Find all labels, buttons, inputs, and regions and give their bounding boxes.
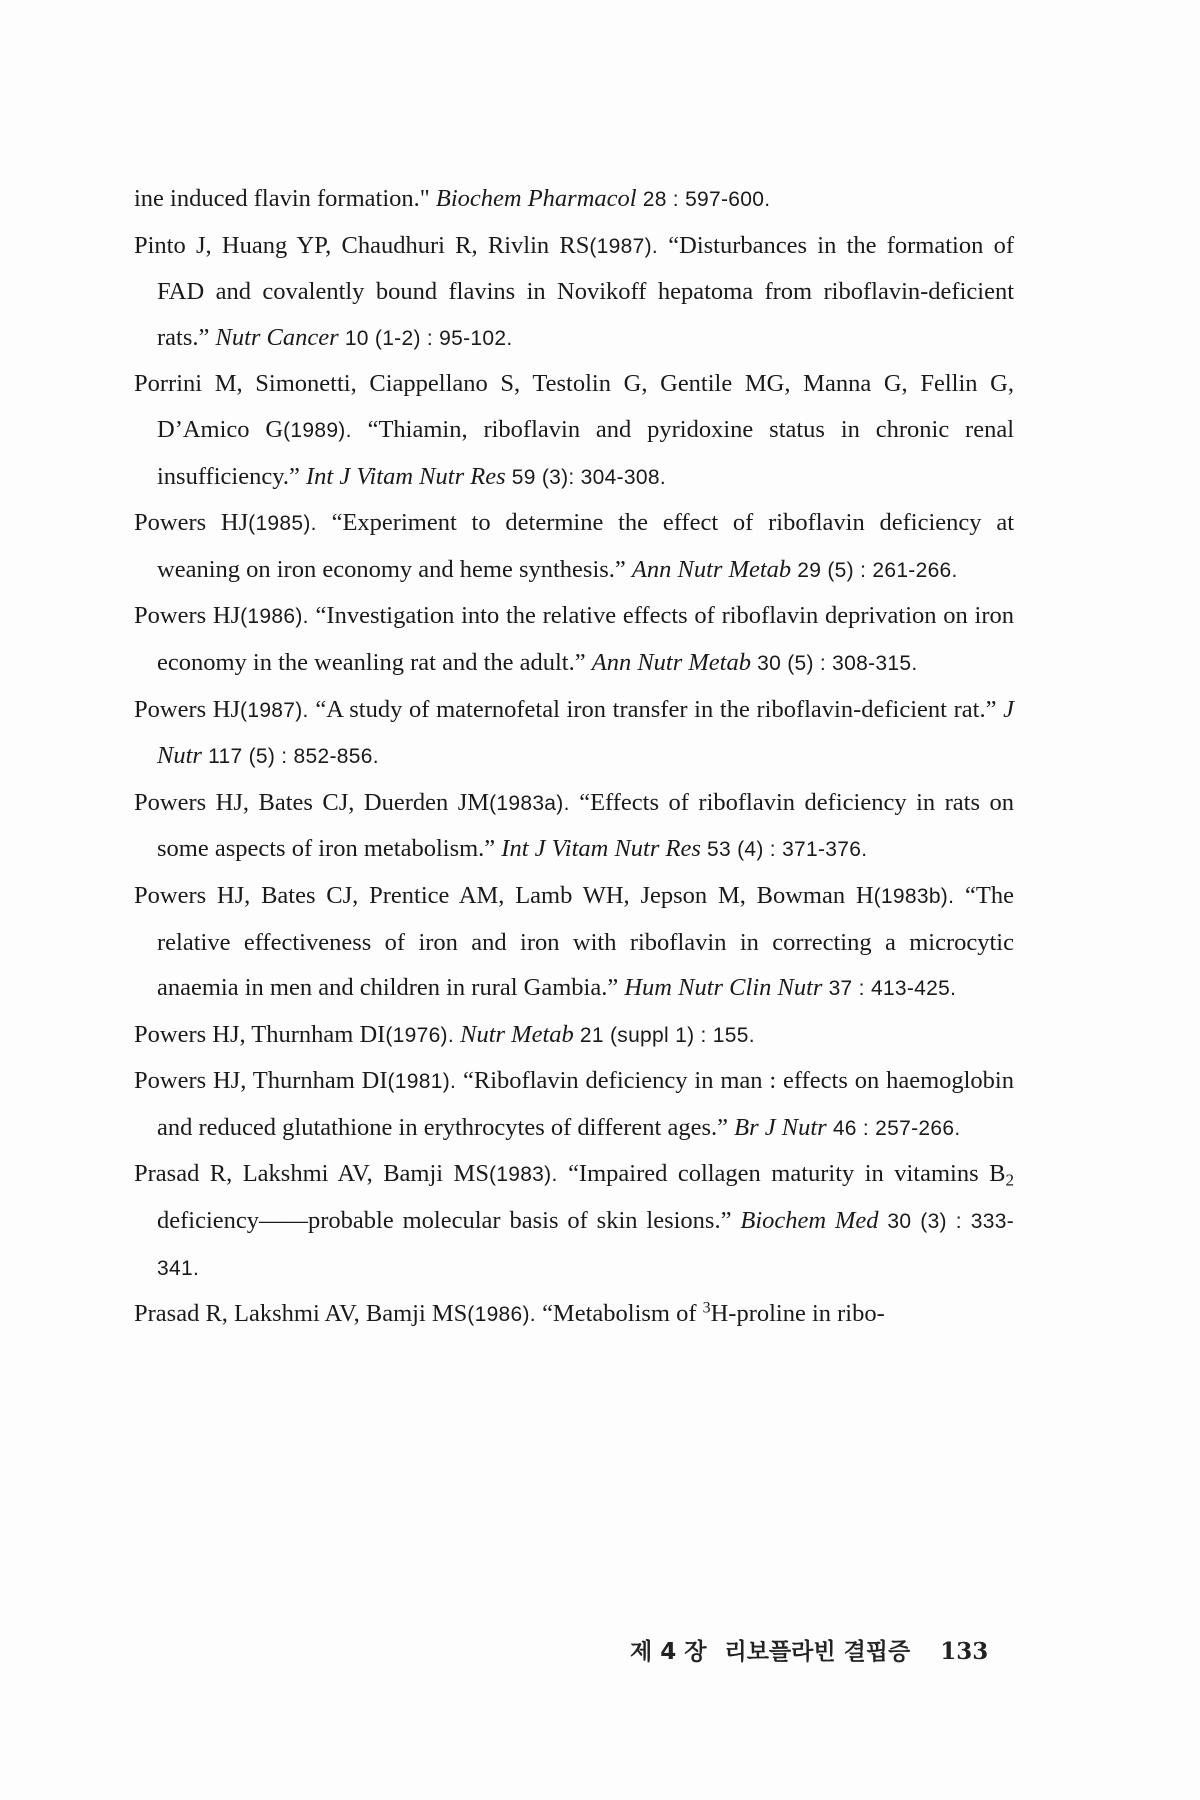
reference-authors: Powers HJ xyxy=(134,509,249,537)
reference-authors: Powers HJ xyxy=(134,602,241,630)
reference-title: “Effects of riboflavin deficiency in rats on some aspects of iron metabolism.” xyxy=(157,788,1014,863)
reference-authors: Powers HJ xyxy=(134,695,241,723)
reference-authors: Powers HJ, Thurnham DI xyxy=(134,1067,388,1095)
reference-title: “A study of maternofetal iron transfer in the riboflavin-deficient rat.” xyxy=(315,695,997,723)
reference-journal: Nutr Cancer xyxy=(215,323,339,351)
reference-volume: 29 (5) : 261-266. xyxy=(797,558,958,582)
reference-volume: 21 (suppl 1) : 155. xyxy=(579,1023,755,1047)
reference-journal: Biochem Med xyxy=(740,1207,879,1235)
reference-volume: 30 (5) : 308-315. xyxy=(757,651,918,675)
title-text: deficiency——probable molecular basis of skin lesions.” xyxy=(157,1207,732,1235)
reference-list xyxy=(134,176,1014,1338)
reference-year: (1987). xyxy=(240,698,309,722)
reference-journal: Nutr Metab xyxy=(460,1020,574,1048)
reference-item xyxy=(134,176,1014,223)
reference-item xyxy=(134,223,1014,362)
reference-authors: Prasad R, Lakshmi AV, Bamji MS xyxy=(134,1300,468,1328)
reference-authors: Powers HJ, Bates CJ, Duerden JM xyxy=(134,788,490,816)
reference-authors: Powers HJ, Bates CJ, Prentice AM, Lamb WH, Jepson M, Bowman H xyxy=(134,881,874,909)
reference-item xyxy=(134,361,1014,500)
reference-title: “Investigation into the relative effects of riboflavin deprivation on iron economy in the weanling rat and the adult.” xyxy=(157,602,1015,676)
reference-title: “Thiamin, riboflavin and pyridoxine status in chronic renal insufficiency.” xyxy=(157,415,1015,490)
reference-journal: Int J Vitam Nutr Res xyxy=(501,835,701,863)
reference-title: “The relative effectiveness of iron and iron with riboflavin in correcting a microcytic anaemia in men and children in rural Gambia.” xyxy=(157,881,1014,1002)
section-title: 리보플라빈 결핍증 xyxy=(724,1639,911,1665)
reference-journal: J Nutr xyxy=(157,695,1015,770)
title-text: “Metabolism of xyxy=(542,1300,703,1328)
reference-title: ine induced flavin formation." xyxy=(134,185,430,212)
reference-authors: Pinto J, Huang YP, Chaudhuri R, Rivlin RS xyxy=(134,231,590,259)
reference-journal: Biochem Pharmacol xyxy=(435,185,637,212)
reference-item xyxy=(134,687,1014,780)
reference-journal: Int J Vitam Nutr Res xyxy=(306,462,506,490)
reference-journal: Br J Nutr xyxy=(734,1113,827,1141)
reference-volume: 53 (4) : 371-376. xyxy=(707,838,868,862)
reference-authors: Powers HJ, Thurnham DI xyxy=(134,1020,386,1048)
reference-volume: 46 : 257-266. xyxy=(832,1116,961,1140)
reference-item xyxy=(134,500,1014,593)
reference-journal: Ann Nutr Metab xyxy=(631,555,792,583)
reference-year: (1989). xyxy=(283,418,352,442)
chapter-label: 제 4 장 xyxy=(630,1639,707,1665)
reference-year: (1986). xyxy=(240,605,309,629)
reference-year: (1983b). xyxy=(873,884,955,908)
reference-authors: Porrini M, Simonetti, Ciappellano S, Testolin G, Gentile MG, Manna G, Fellin G, D’Amico G xyxy=(134,370,1014,443)
reference-item xyxy=(134,1291,1014,1338)
reference-year: (1985). xyxy=(248,512,317,536)
reference-item xyxy=(134,780,1014,873)
reference-volume: 37 : 413-425. xyxy=(828,977,957,1001)
reference-volume: 30 (3) : 333-341. xyxy=(157,1210,1015,1280)
reference-year: (1987). xyxy=(589,234,658,258)
page-number: 133 xyxy=(940,1638,989,1665)
reference-item xyxy=(134,593,1014,686)
reference-title: “Disturbances in the formation of FAD and covalently bound flavins in Novikoff hepatoma from riboflavin-deficient rats.” xyxy=(157,231,1015,351)
reference-item xyxy=(134,1151,1014,1291)
reference-year: (1983). xyxy=(488,1163,558,1187)
reference-title: “Riboflavin deficiency in man : effects on haemoglobin and reduced glutathione in erythrocytes of different ages.” xyxy=(157,1067,1014,1141)
title-text: H-proline in ribo- xyxy=(710,1300,885,1328)
reference-year: (1983a). xyxy=(489,791,570,815)
reference-year: (1986). xyxy=(467,1303,536,1327)
reference-journal: Ann Nutr Metab xyxy=(591,648,751,676)
reference-year: (1981). xyxy=(387,1070,457,1094)
reference-item xyxy=(134,1058,1014,1151)
reference-authors: Prasad R, Lakshmi AV, Bamji MS xyxy=(134,1160,489,1188)
title-text: “Impaired collagen maturity in vitamins B xyxy=(568,1160,1006,1188)
reference-item xyxy=(134,1012,1014,1059)
reference-volume: 117 (5) : 852-856. xyxy=(208,745,379,769)
reference-title xyxy=(542,1300,885,1327)
page-footer xyxy=(630,1633,1050,1666)
superscript: 3 xyxy=(702,1299,711,1317)
reference-volume: 28 : 597-600. xyxy=(642,188,771,211)
reference-item xyxy=(134,873,1014,1012)
reference-year: (1976). xyxy=(385,1023,454,1047)
reference-title: “Experiment to determine the effect of riboflavin deficiency at weaning on iron economy and heme synthesis.” xyxy=(157,509,1015,583)
reference-journal: Hum Nutr Clin Nutr xyxy=(624,974,823,1002)
subscript: 2 xyxy=(1005,1170,1015,1190)
reference-volume: 59 (3): 304-308. xyxy=(511,465,666,489)
reference-volume: 10 (1-2) : 95-102. xyxy=(344,326,513,350)
